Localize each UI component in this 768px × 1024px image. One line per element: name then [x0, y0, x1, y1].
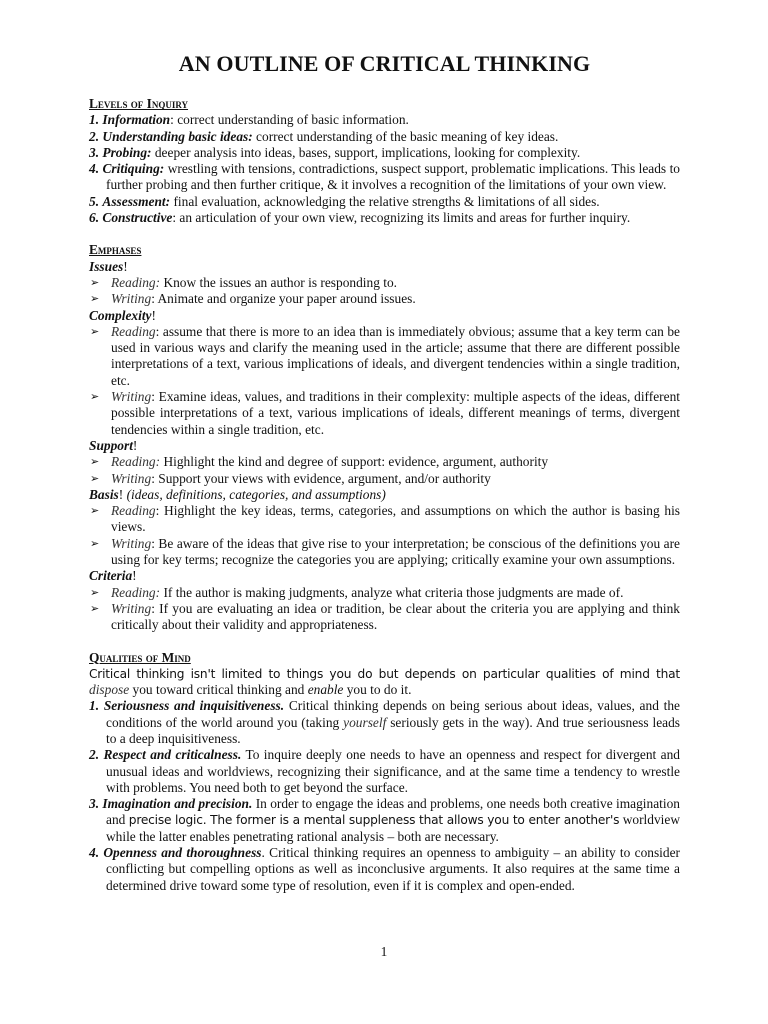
emphasis-name: Issues: [89, 258, 124, 274]
quality-term: Openness and thoroughness: [103, 845, 262, 861]
bullet-text: : Highlight the key ideas, terms, categories, and assumptions on which the author is basing his views.: [111, 503, 680, 535]
bullet-text: : Be aware of the ideas that give rise to your interpretation; be conscious of the definitions you are using for key terms; recognize the categories you are applying; critically examine your own assumptions.: [111, 535, 680, 568]
bullet-label: Writing: [111, 470, 152, 486]
arrow-bullet-icon: ➢: [90, 472, 100, 485]
emphasis-title: [89, 259, 680, 275]
level-text: correct understanding of the basic meaning of key ideas.: [252, 128, 559, 144]
bullet-label: Writing: [111, 535, 152, 551]
emphasis-bang: !: [118, 486, 124, 502]
quality-item: [89, 796, 680, 845]
level-number: 1.: [89, 112, 100, 128]
level-term: Probing:: [102, 144, 152, 160]
document-title: AN OUTLINE OF CRITICAL THINKING: [178, 51, 591, 76]
quality-text: yourself: [343, 714, 387, 730]
level-text: deeper analysis into ideas, bases, support, implications, looking for complexity.: [151, 144, 581, 160]
quality-term: Imagination and precision.: [102, 796, 253, 812]
level-term: Information: [102, 112, 171, 128]
bullet-text: : If you are evaluating an idea or tradition, be clear about the criteria you are applying and think critically about their validity and appropriateness.: [111, 600, 680, 633]
emphasis-bang: !: [151, 307, 156, 323]
bullet-label: Writing: [111, 389, 152, 405]
bullet-label: Reading: [111, 503, 156, 519]
emphasis-title: [89, 568, 680, 584]
emphasis-bullet: [89, 601, 680, 634]
bullet-label: Reading:: [111, 584, 161, 600]
level-item: [89, 194, 680, 210]
emphasis-bullet: [89, 585, 680, 601]
bullet-text: : assume that there is more to an idea than is immediately obvious; assume that a key term can be used in various ways and clarify the meaning used in the article; assume that there are different possible interpretations of a text, various implications of ideals, and divergent tendencies within a single tradition, etc.: [111, 323, 680, 388]
level-text: wrestling with tensions, contradictions, suspect support, problematic implications. This leads to further probing and then further critique, & it involves a recognition of the limitations of your own view.: [106, 161, 680, 193]
level-number: 2.: [89, 128, 100, 144]
page-number: 1: [380, 944, 388, 959]
emphases-list: [89, 259, 680, 634]
level-term: Assessment:: [102, 193, 171, 209]
level-text: correct understanding of basic information.: [173, 112, 409, 128]
quality-item: [89, 845, 680, 894]
arrow-bullet-icon: ➢: [90, 505, 100, 518]
emphasis-bullet: [89, 536, 680, 569]
level-number: 6.: [89, 210, 100, 226]
arrow-bullet-icon: ➢: [90, 456, 100, 469]
arrow-bullet-icon: ➢: [90, 602, 100, 615]
level-number: 3.: [89, 144, 100, 160]
qualities-intro: [89, 666, 680, 699]
emphasis-bullet: [89, 275, 680, 291]
qualities-section: [89, 650, 680, 894]
bullet-text: : Support your views with evidence, argument, and/or authority: [151, 470, 491, 486]
emphasis-title: [89, 438, 680, 454]
quality-term: Seriousness and inquisitiveness.: [103, 698, 285, 714]
emphasis-name: Basis: [89, 486, 119, 502]
arrow-bullet-icon: ➢: [90, 293, 100, 306]
level-text: final evaluation, acknowledging the relative strengths & limitations of all sides.: [170, 193, 600, 209]
level-text: an articulation of your own view, recognizing its limits and areas for further inquiry.: [176, 210, 631, 226]
qualities-list: [89, 698, 680, 894]
level-number: 4.: [89, 161, 100, 177]
emphasis-name: Complexity: [89, 307, 152, 323]
emphasis-name: Criteria: [89, 568, 133, 584]
quality-text: In order to engage the ideas and problems, one needs both creative imagination and: [106, 796, 680, 828]
emphasis-note: (ideas, definitions, categories, and assumptions): [123, 486, 386, 502]
arrow-bullet-icon: ➢: [90, 586, 100, 599]
quality-text: . Critical thinking requires an openness to ambiguity – an ability to consider conflicting but compelling options as well as inconclusive arguments. It also requires at the same time a determined drive toward some type of resolution, even if it is complex and open-ended.: [106, 845, 680, 893]
quality-text: Critical thinking depends on being serious about ideas, values, and the conditions of the world around you (taking: [106, 698, 681, 730]
emphasis-bang: !: [132, 437, 138, 453]
emphasis-bang: !: [132, 568, 137, 584]
emphasis-bullet: [89, 471, 680, 487]
intro-enable: enable: [307, 682, 344, 698]
level-item: [89, 161, 680, 194]
emphasis-title: [89, 308, 680, 324]
intro-text-b: you toward critical thinking and: [129, 682, 308, 698]
bullet-text: Know the issues an author is responding to.: [160, 274, 398, 290]
intro-text-c: you to do it.: [343, 682, 412, 698]
bullet-text: Highlight the kind and degree of support: evidence, argument, authority: [160, 454, 549, 470]
bullet-text: : Examine ideas, values, and traditions in their complexity: multiple aspects of the ideas, different possible interpretations of a text, various implications of ideals, different meanings of terms, divergent tendencies within a single tradition, etc.: [111, 389, 680, 437]
level-term: Constructive: [102, 210, 173, 226]
levels-list: [89, 112, 680, 226]
quality-text: precise logic. The former is a mental suppleness that allows you to enter another's: [128, 813, 620, 828]
emphasis-title: [89, 487, 680, 503]
quality-text: To inquire deeply one needs to have an openness and respect for divergent and unusual ideas and worldviews, recognizing their significance, and at the same time a tendency to wrestle with problems. You need both to get beyond the surface.: [106, 747, 680, 795]
arrow-bullet-icon: ➢: [90, 325, 100, 338]
emphasis-bullet: [89, 454, 680, 470]
emphasis-bullet: [89, 324, 680, 389]
bullet-label: Reading:: [111, 454, 161, 470]
bullet-label: Writing: [111, 600, 152, 616]
emphasis-name: Support: [89, 437, 133, 453]
level-item: [89, 112, 680, 128]
level-separator: :: [172, 210, 177, 226]
bullet-text: : Animate and organize your paper around issues.: [151, 291, 416, 307]
qualities-heading: Qualities of Mind: [89, 649, 191, 665]
intro-text-a: Critical thinking isn't limited to things you do but depends on particular qualities of mind that: [89, 666, 680, 681]
emphasis-bullet: [89, 389, 680, 438]
quality-number: 3.: [89, 796, 100, 812]
quality-number: 2.: [89, 747, 100, 763]
bullet-text: If the author is making judgments, analyze what criteria those judgments are made of.: [160, 584, 624, 600]
bullet-label: Writing: [111, 291, 152, 307]
emphasis-bullet: [89, 503, 680, 536]
quality-number: 4.: [89, 845, 100, 861]
levels-heading: Levels of Inquiry: [89, 96, 189, 111]
quality-item: [89, 698, 680, 747]
quality-item: [89, 747, 680, 796]
quality-text: seriously gets in the way). And true seriousness leads to a deep inquisitiveness.: [106, 714, 680, 746]
level-term: Critiquing:: [102, 161, 165, 177]
level-item: [89, 129, 680, 145]
intro-dispose: dispose: [89, 682, 130, 698]
quality-number: 1.: [89, 698, 100, 714]
emphasis-bang: !: [123, 258, 128, 274]
level-separator: :: [170, 112, 174, 128]
level-term: Understanding basic ideas:: [102, 128, 253, 144]
level-number: 5.: [89, 193, 100, 209]
emphasis-bullet: [89, 291, 680, 307]
bullet-label: Reading:: [111, 274, 161, 290]
quality-text: worldview while the latter enables penetrating rational analysis – both are necessary.: [106, 812, 681, 844]
document-page: [89, 50, 680, 894]
level-item: [89, 210, 680, 226]
arrow-bullet-icon: ➢: [90, 537, 100, 550]
arrow-bullet-icon: ➢: [90, 276, 100, 289]
quality-term: Respect and criticalness.: [103, 747, 242, 763]
emphases-heading: Emphases: [89, 242, 142, 258]
levels-section: [89, 96, 680, 226]
arrow-bullet-icon: ➢: [90, 391, 100, 404]
level-item: [89, 145, 680, 161]
emphases-section: [89, 242, 680, 633]
bullet-label: Reading: [111, 323, 156, 339]
